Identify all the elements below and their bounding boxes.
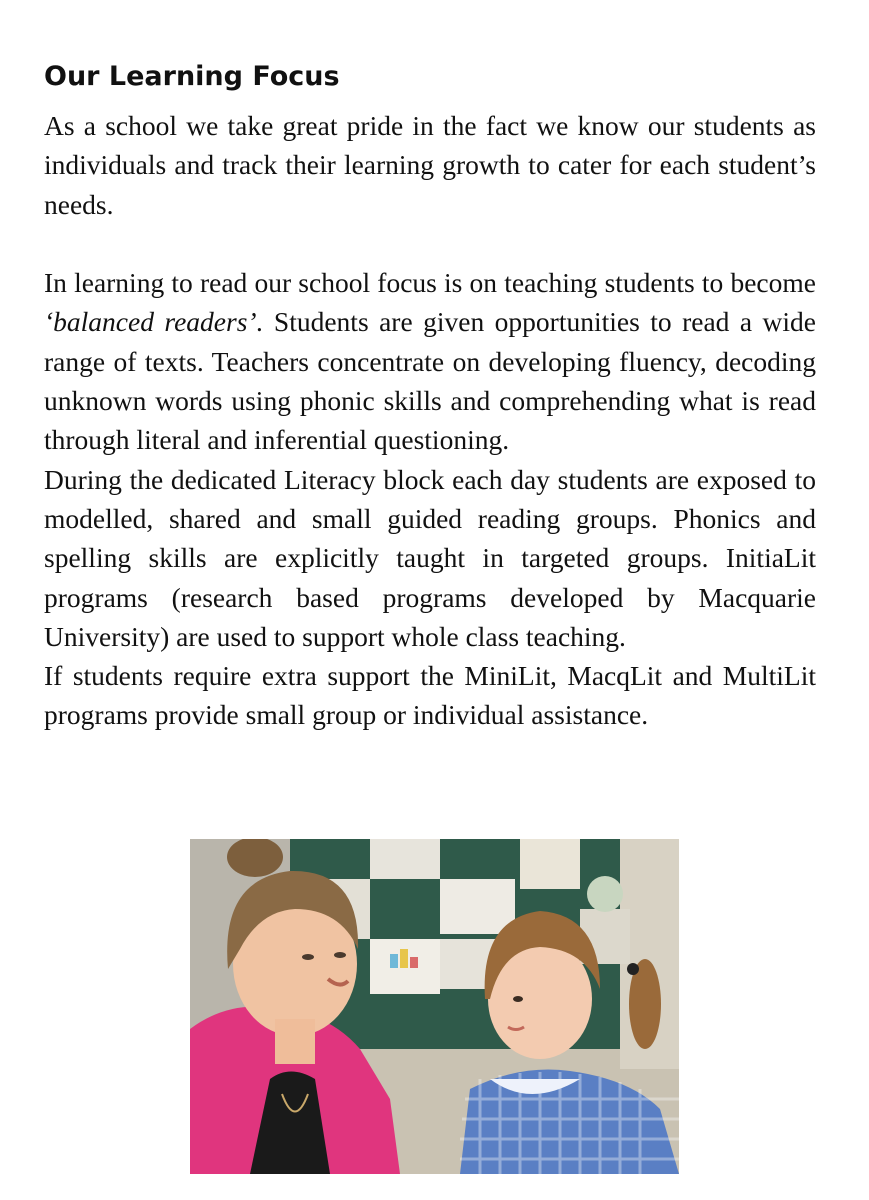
paragraph-reading [44,263,816,459]
balanced-readers-emphasis: ‘balanced readers’. [44,306,264,338]
reading-text-end: Students are given opportunities to read a wide range of texts. Teachers concentrate on developing fluency, decoding unknown words using phonic skills and comprehending what is read through literal and inferential questioning. [44,306,816,456]
paragraph-intro: As a school we take great pride in the fact we know our students as individuals and track their learning growth to cater for each student’s needs. [44,110,816,220]
paragraph-literacy-block: During the dedicated Literacy block each day students are exposed to modelled, shared and small guided reading groups. Phonics and spelling skills are explicitly taught in targeted groups. InitiaLit programs (research based programs developed by Macquarie University) are used to support whole class teaching. [44,463,816,652]
paragraph-gap [44,224,816,263]
teacher-student-photo [190,839,679,1174]
body-text [44,106,816,735]
paragraph-support: If students require extra support the MiniLit, MacqLit and MultiLit programs provide small group or individual assistance. [44,660,816,731]
reading-text-start: In learning to read our school focus is on teaching students to become [44,267,816,299]
page-title: Our Learning Focus [44,61,340,92]
photo-illustration [190,839,679,1174]
